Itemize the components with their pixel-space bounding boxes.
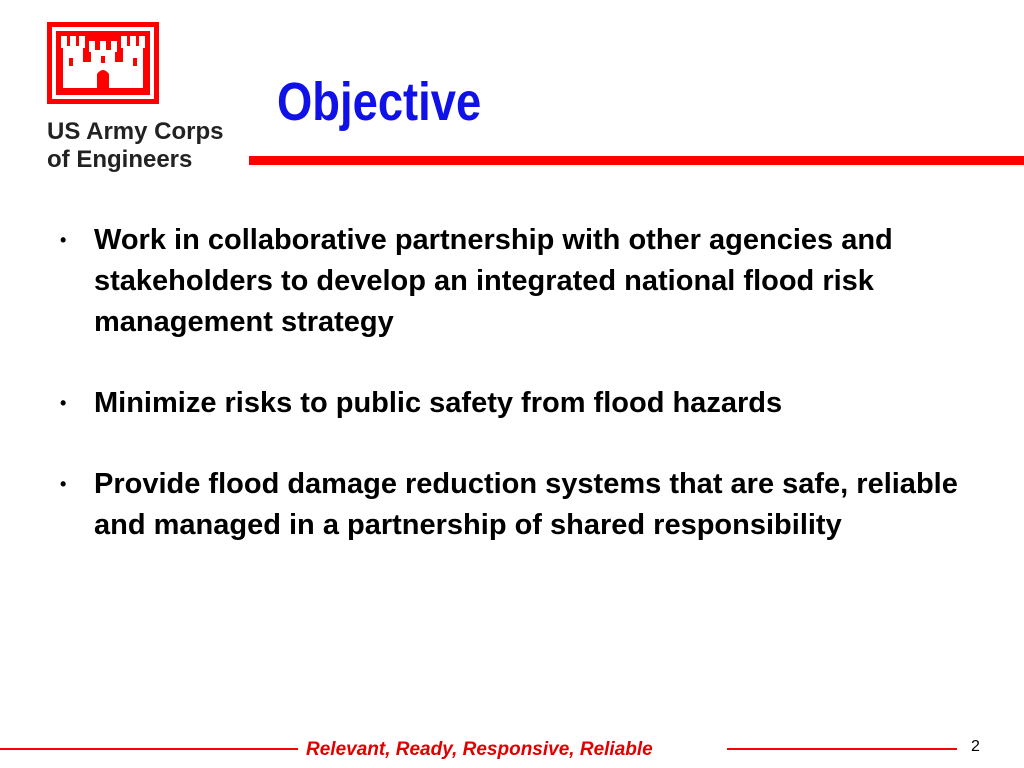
- page-number: 2: [971, 738, 980, 755]
- bullet-text: Minimize risks to public safety from flood hazards: [94, 387, 783, 419]
- bullet-item: [58, 383, 998, 424]
- footer-divider-right: [727, 748, 957, 750]
- footer-motto: Relevant, Ready, Responsive, Reliable: [306, 739, 653, 760]
- bullet-text: Work in collaborative partnership with other agencies and stakeholders to develop an integrated national flood risk management strategy: [94, 224, 893, 338]
- logo-line-2: of Engineers: [47, 146, 193, 173]
- logo-wordmark: [47, 118, 223, 174]
- bullet-icon: •: [60, 474, 67, 494]
- footer-divider-left: [0, 748, 298, 750]
- usace-castle-logo: [47, 22, 159, 104]
- bullet-icon: •: [60, 230, 67, 250]
- logo-line-1: US Army Corps: [47, 118, 224, 145]
- bullet-item: [58, 220, 998, 343]
- bullet-icon: •: [60, 393, 67, 413]
- slide-title: Objective: [277, 72, 482, 132]
- bullet-list: [58, 220, 998, 586]
- title-divider: [249, 156, 1024, 165]
- bullet-item: [58, 464, 998, 546]
- bullet-text: Provide flood damage reduction systems that are safe, reliable and managed in a partnership of shared responsibility: [94, 468, 958, 541]
